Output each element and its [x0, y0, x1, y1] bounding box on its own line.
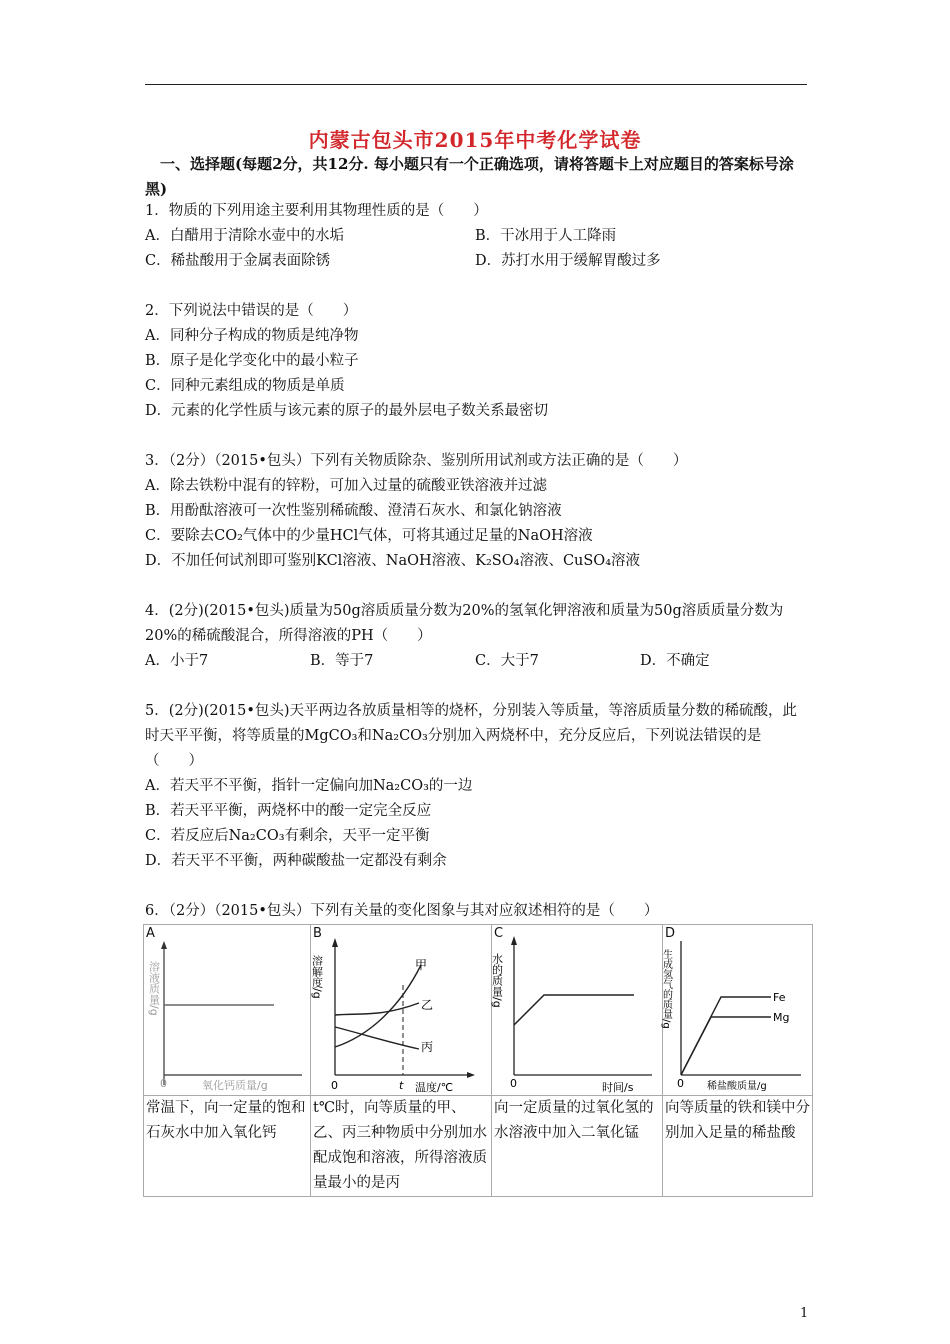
graph-c-origin: 0 [510, 1077, 517, 1090]
graph-c-xlabel: 时间/s [602, 1081, 634, 1094]
q2-option-a: A．同种分子构成的物质是纯净物 [145, 328, 359, 344]
graph-b-jia: 甲 [415, 958, 428, 972]
graph-d-fe: Fe [773, 991, 786, 1004]
graph-b-curve-bing [335, 1027, 419, 1049]
graph-label-a: A [146, 926, 155, 941]
graph-desc-a: 常温下，向一定量的饱和石灰水中加入氧化钙 [144, 1096, 311, 1197]
graph-a-ylabel: 溶液质量/g [147, 961, 161, 1016]
q1-option-d: D．苏打水用于缓解胃酸过多 [475, 253, 661, 269]
graph-desc-b: t℃时，向等质量的甲、乙、丙三种物质中分别加水配成饱和溶液，所得溶液质量最小的是丙 [311, 1096, 492, 1197]
q4-option-d: D．不确定 [640, 653, 710, 669]
graph-label-c: C [494, 926, 504, 941]
graph-b-t: t [399, 1079, 404, 1092]
q4-option-c: C．大于7 [475, 653, 539, 669]
graph-d [660, 925, 812, 1095]
graph-a [144, 925, 310, 1095]
graph-a-xlabel: 氧化钙质量/g [202, 1079, 268, 1092]
graph-cell-a [144, 925, 311, 1096]
graph-cell-b [311, 925, 492, 1096]
graph-b [311, 925, 491, 1095]
graph-c-ylabel: 水的质量/g [490, 953, 504, 1008]
q1-option-c: C．稀盐酸用于金属表面除锈 [145, 253, 331, 269]
question-5-stem: 5．(2分)(2015•包头)天平两边各放质量相等的烧杯，分别装入等质量，等溶质质量分数的稀硫酸，此时天平平衡，将等质量的MgCO₃和Na₂CO₃分别加入两烧杯中，充分反应后，下列说法错误的是（ ） [145, 703, 798, 769]
page-number: 1 [800, 1306, 809, 1321]
graph-label-b: B [313, 926, 322, 941]
q5-option-b: B．若天平平衡，两烧杯中的酸一定完全反应 [145, 803, 432, 819]
graph-cell-d [660, 925, 813, 1096]
header-rule [145, 84, 807, 85]
q4-option-a: A．小于7 [145, 653, 209, 669]
question-2-stem: 2．下列说法中错误的是（ ） [145, 303, 358, 319]
q4-option-b: B．等于7 [310, 653, 374, 669]
graph-b-xlabel: 温度/℃ [415, 1081, 454, 1094]
graph-desc-d: 向等质量的铁和镁中分别加入足量的稀盐酸 [663, 1096, 813, 1197]
graph-a-origin: 0 [160, 1077, 167, 1090]
graph-b-ylabel: 溶解度/g [310, 955, 324, 999]
graph-b-bing: 丙 [421, 1040, 434, 1054]
section-heading: 一、选择题(每题2分，共12分. 每小题只有一个正确选项，请将答题卡上对应题目的答案标号涂黑) [145, 155, 794, 198]
graph-d-xlabel: 稀盐酸质量/g [707, 1081, 767, 1092]
graph-a-y-arrow [161, 941, 167, 949]
question-1-stem: 1．物质的下列用途主要利用其物理性质的是（ ） [145, 203, 488, 219]
graph-b-x-arrow [467, 1072, 475, 1078]
q3-option-c: C．要除去CO₂气体中的少量HCl气体，可将其通过足量的NaOH溶液 [145, 528, 593, 544]
question-3-stem: 3．（2分）（2015•包头）下列有关物质除杂、鉴别所用试剂或方法正确的是（ ） [145, 453, 688, 469]
q2-option-c: C．同种元素组成的物质是单质 [145, 378, 345, 394]
graph-d-origin: 0 [677, 1077, 684, 1090]
q2-option-b: B．原子是化学变化中的最小粒子 [145, 353, 359, 369]
graph-b-yi: 乙 [421, 998, 434, 1012]
q3-option-b: B．用酚酞溶液可一次性鉴别稀硫酸、澄清石灰水、和氯化钠溶液 [145, 503, 562, 519]
graph-b-curve-yi [335, 1003, 419, 1015]
graph-c [492, 925, 662, 1095]
graph-d-mg: Mg [773, 1011, 790, 1024]
graph-b-origin: 0 [331, 1079, 338, 1092]
graph-c-y-arrow [511, 936, 517, 945]
q5-option-d: D．若天平不平衡，两种碳酸盐一定都没有剩余 [145, 853, 447, 869]
q2-option-d: D．元素的化学性质与该元素的原子的最外层电子数关系最密切 [145, 403, 549, 419]
graph-c-line [514, 995, 634, 1025]
question-6-table [143, 924, 813, 1197]
question-6-stem: 6．（2分）（2015•包头）下列有关量的变化图象与其对应叙述相符的是（ ） [145, 903, 659, 919]
q5-option-c: C．若反应后Na₂CO₃有剩余，天平一定平衡 [145, 828, 430, 844]
graph-b-y-arrow [332, 938, 338, 947]
q3-option-d: D．不加任何试剂即可鉴别KCl溶液、NaOH溶液、K₂SO₄溶液、CuSO₄溶液 [145, 553, 641, 569]
graph-desc-c: 向一定质量的过氧化氢的水溶液中加入二氧化锰 [492, 1096, 663, 1197]
q1-option-b: B．干冰用于人工降雨 [475, 228, 617, 244]
q3-option-a: A．除去铁粉中混有的锌粉，可加入过量的硫酸亚铁溶液并过滤 [145, 478, 547, 494]
q5-option-a: A．若天平不平衡，指针一定偏向加Na₂CO₃的一边 [145, 778, 473, 794]
graph-cell-c [492, 925, 663, 1096]
question-4-stem: 4．(2分)(2015•包头)质量为50g溶质质量分数为20%的氢氧化钾溶液和质量为50g溶质质量分数为20%的稀硫酸混合，所得溶液的PH（ ） [145, 603, 784, 644]
graph-d-line-fe [681, 997, 771, 1075]
graph-d-line-mg [681, 1017, 771, 1075]
page-title: 内蒙古包头市2015年中考化学试卷 [308, 128, 642, 152]
q1-option-a: A．白醋用于清除水壶中的水垢 [145, 228, 344, 244]
graph-label-d: D [665, 926, 676, 941]
graph-d-ylabel: 生成氢气的质量/g [660, 949, 672, 1029]
